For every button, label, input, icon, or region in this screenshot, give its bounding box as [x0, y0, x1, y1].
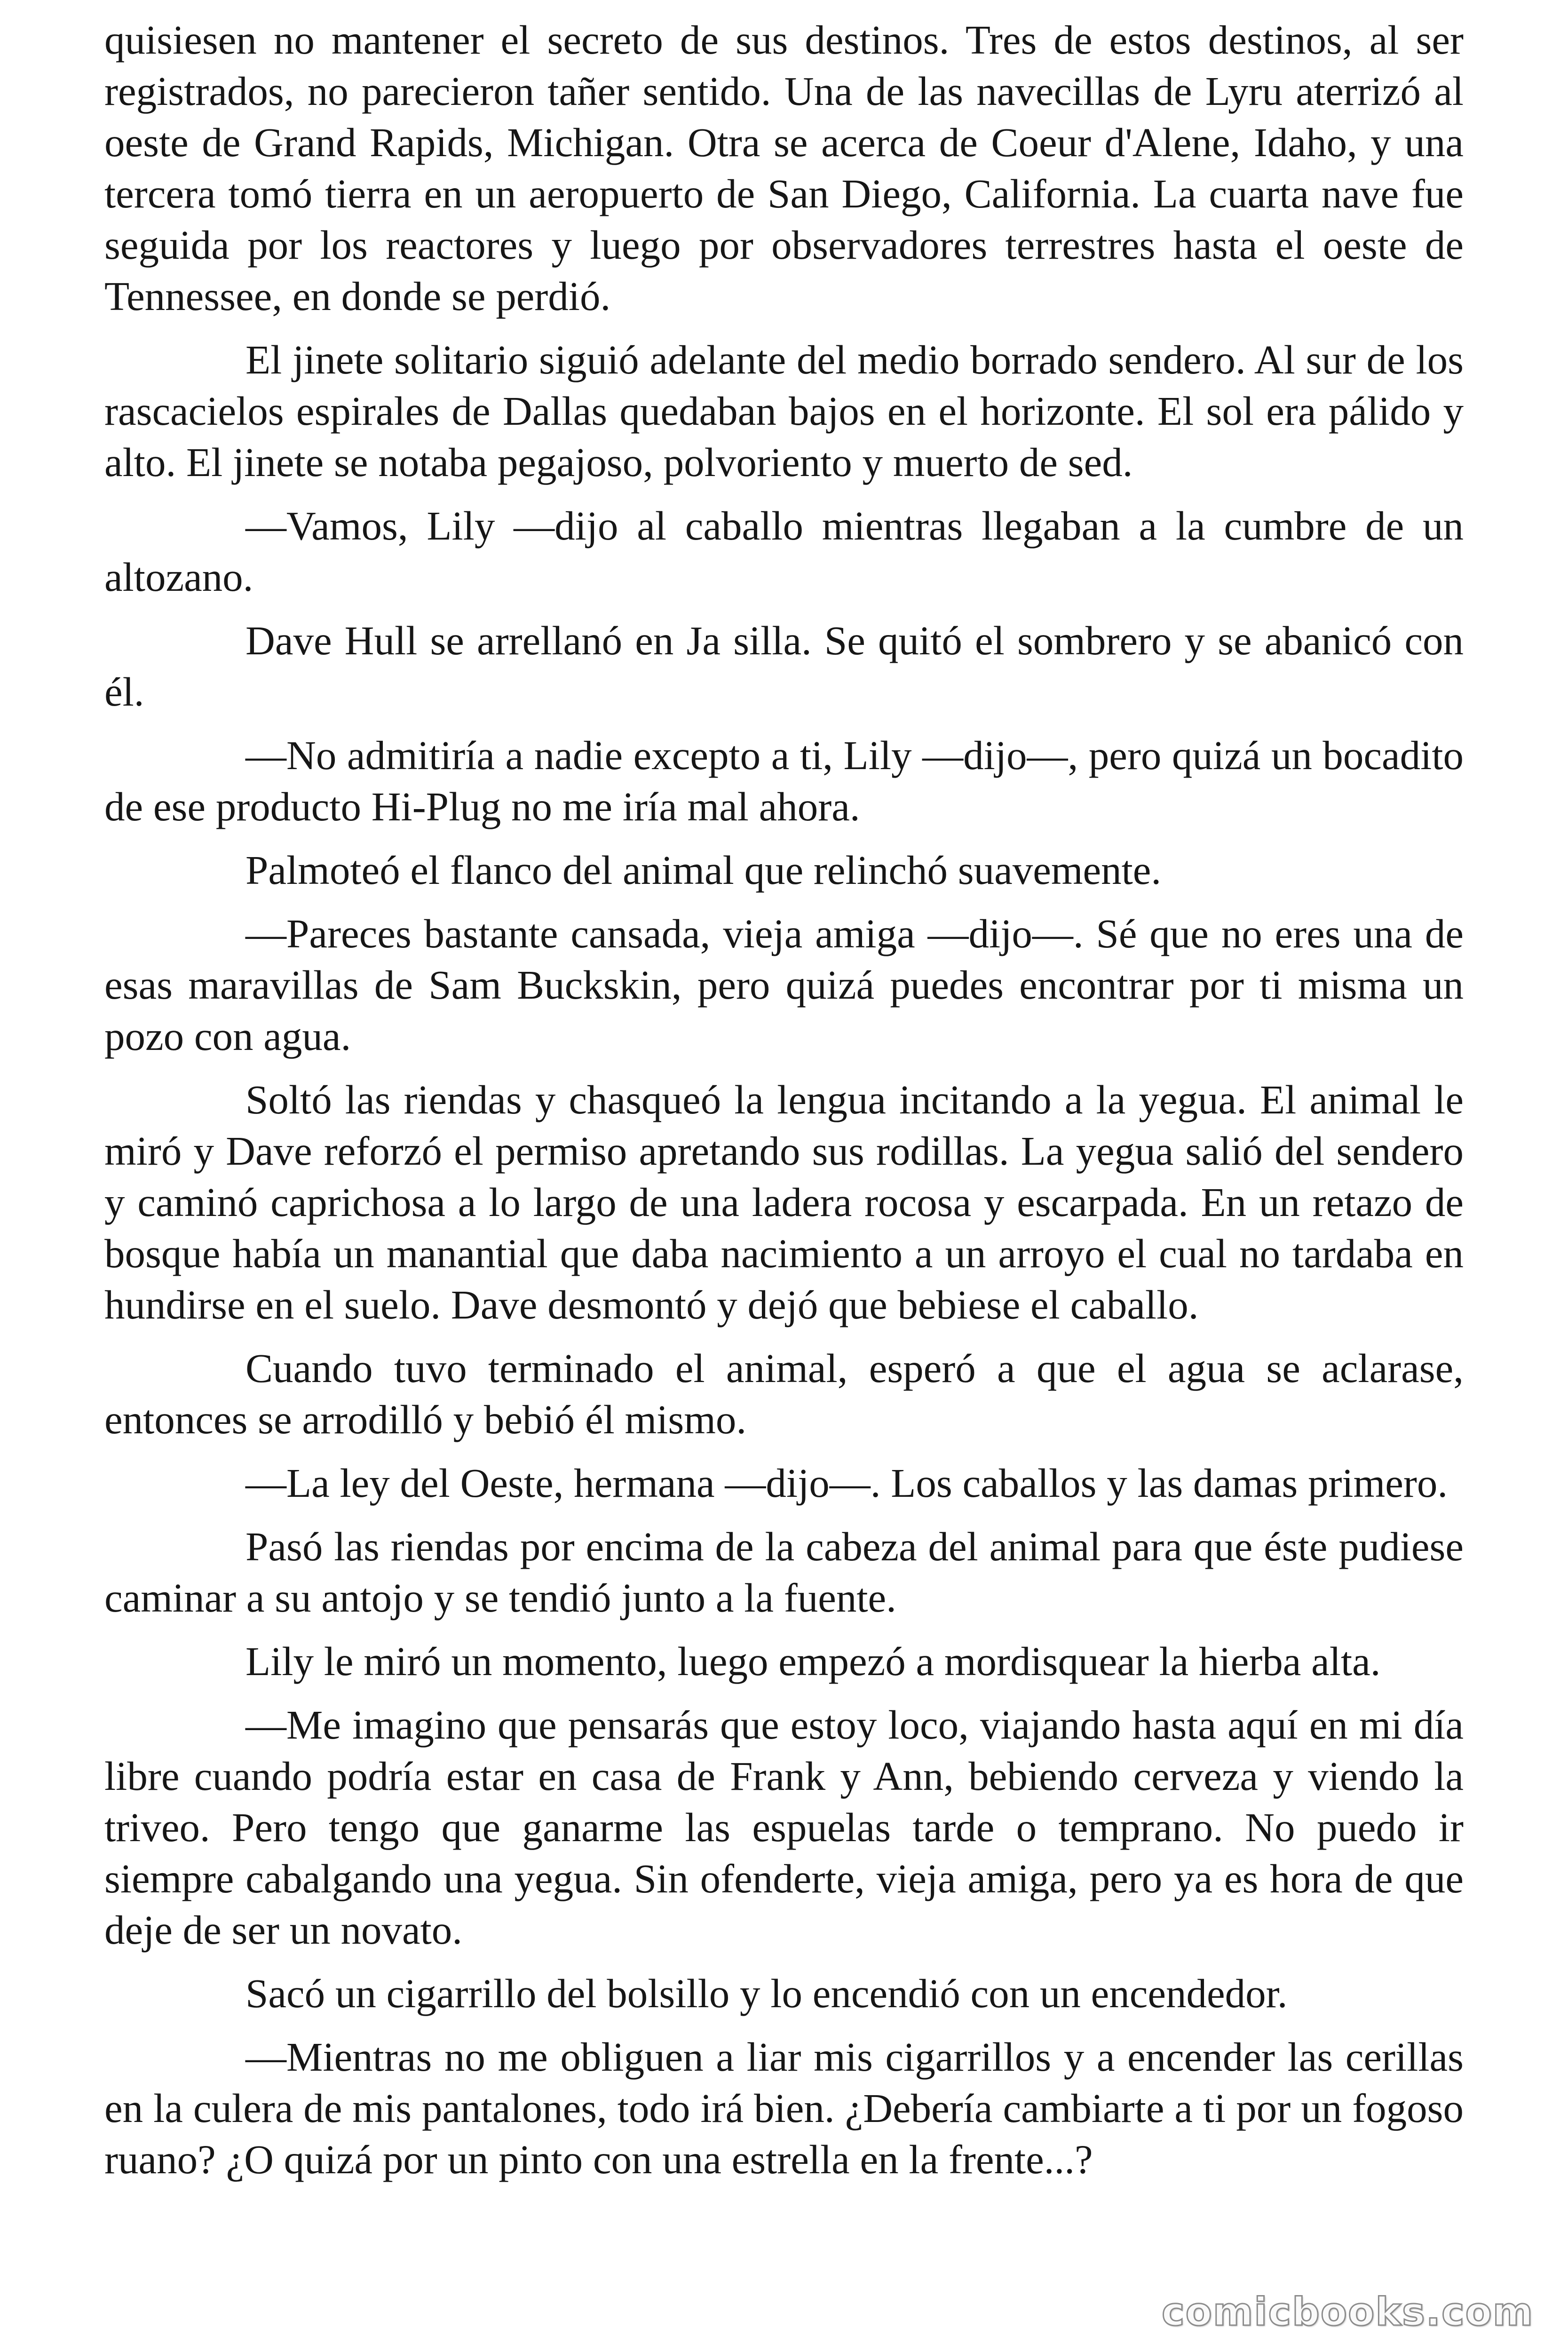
paragraph-9: Cuando tuvo terminado el animal, esperó a que el agua se aclarase, entonces se arrodilló y bebió él mismo.	[104, 1345, 1464, 1442]
body-text	[104, 14, 1464, 2197]
paragraph-15: —Mientras no me obliguen a liar mis cigarrillos y a encender las cerillas en la culera de mis pantalones, todo irá bien. ¿Debería cambiarte a ti por un fogoso ruano? ¿O quizá por un pinto con una estrella en la frente...?	[104, 2034, 1464, 2182]
paragraph-14: Sacó un cigarrillo del bolsillo y lo encendió con un encendedor.	[245, 1971, 1288, 2016]
paragraph-3: —Vamos, Lily —dijo al caballo mientras llegaban a la cumbre de un altozano.	[104, 503, 1464, 600]
paragraph-10: —La ley del Oeste, hermana —dijo—. Los caballos y las damas primero.	[245, 1460, 1448, 1506]
paragraph-7: —Pareces bastante cansada, vieja amiga —dijo—. Sé que no eres una de esas maravillas de Sam Buckskin, pero quizá puedes encontrar por ti misma un pozo con agua.	[104, 911, 1464, 1059]
paragraph-12: Lily le miró un momento, luego empezó a mordisquear la hierba alta.	[245, 1638, 1381, 1684]
paragraph-2: El jinete solitario siguió adelante del medio borrado sendero. Al sur de los rascacielos espirales de Dallas quedaban bajos en el horizonte. El sol era pálido y alto. El jinete se notaba pegajoso, polvoriento y muerto de sed.	[104, 337, 1464, 485]
paragraph-1: quisiesen no mantener el secreto de sus destinos. Tres de estos destinos, al ser registrados, no parecieron tañer sentido. Una de las navecillas de Lyru aterrizó al oeste de Grand Rapids, Michigan. Otra se acerca de Coeur d'Alene, Idaho, y una tercera tomó tierra en un aeropuerto de San Diego, California. La cuarta nave fue seguida por los reactores y luego por observadores terrestres hasta el oeste de Tennessee, en donde se perdió.	[104, 17, 1464, 319]
paragraph-6: Palmoteó el flanco del animal que relinchó suavemente.	[245, 847, 1162, 893]
watermark-logo: comicbooks.com	[1162, 2290, 1534, 2335]
paragraph-11: Pasó las riendas por encima de la cabeza del animal para que éste pudiese caminar a su antojo y se tendió junto a la fuente.	[104, 1524, 1464, 1621]
paragraph-13: —Me imagino que pensarás que estoy loco, viajando hasta aquí en mi día libre cuando podría estar en casa de Frank y Ann, bebiendo cerveza y viendo la triveo. Pero tengo que ganarme las espuelas tarde o temprano. No puedo ir siempre cabalgando una yegua. Sin ofenderte, vieja amiga, pero ya es hora de que deje de ser un novato.	[104, 1702, 1464, 1953]
paragraph-8: Soltó las riendas y chasqueó la lengua incitando a la yegua. El animal le miró y Dave reforzó el permiso apretando sus rodillas. La yegua salió del sendero y caminó caprichosa a lo largo de una ladera rocosa y escarpada. En un retazo de bosque había un manantial que daba nacimiento a un arroyo el cual no tardaba en hundirse en el suelo. Dave desmontó y dejó que bebiese el caballo.	[104, 1077, 1464, 1327]
paragraph-4: Dave Hull se arrellanó en Ja silla. Se quitó el sombrero y se abanicó con él.	[104, 618, 1464, 715]
paragraph-5: —No admitiría a nadie excepto a ti, Lily —dijo—, pero quizá un bocadito de ese producto Hi-Plug no me iría mal ahora.	[104, 732, 1464, 829]
